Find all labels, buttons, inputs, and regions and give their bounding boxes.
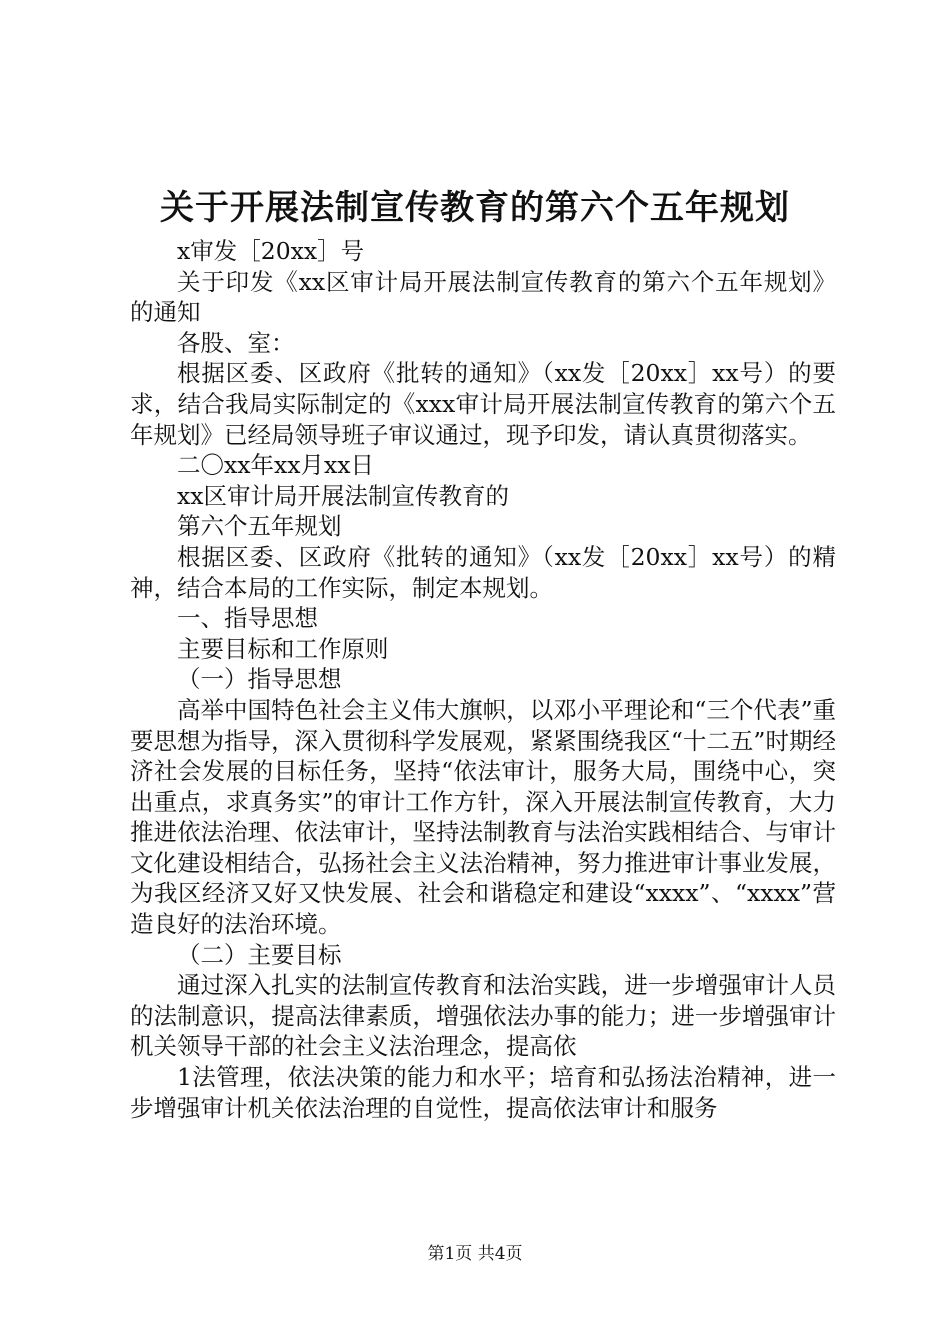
- heading-section-1-sub: 主要目标和工作原则: [177, 634, 389, 663]
- page-footer: 第1页 共4页: [427, 1244, 523, 1264]
- paragraph-recipients: 各股、室：: [177, 328, 295, 357]
- paragraph-notice-title: 关于印发《xx区审计局开展法制宣传教育的第六个五年规划》的通知: [130, 267, 836, 327]
- document-title: 关于开展法制宣传教育的第六个五年规划: [160, 188, 790, 228]
- heading-main-goals: （二）主要目标: [177, 940, 342, 969]
- heading-guiding-thought: （一）指导思想: [177, 665, 342, 694]
- paragraph-doc-number: x审发［20xx］号: [177, 237, 365, 265]
- paragraph-plan-title-1: xx区审计局开展法制宣传教育的: [177, 481, 510, 510]
- paragraph-plan-intro: 根据区委、区政府《批转的通知》（xx发［20xx］xx号）的精神，结合本局的工作实际，制定本规划。: [130, 542, 836, 602]
- paragraph-date: 二〇xx年xx月xx日: [177, 451, 375, 480]
- paragraph-guiding-thought: 高举中国特色社会主义伟大旗帜，以邓小平理论和“三个代表”重要思想为指导，深入贯彻科学发展观，紧紧围绕我区“十二五”时期经济社会发展的目标任务，坚持“依法审计，服务大局，围绕中心，突出重点，求真务实”的审计工作方针，深入开展法制宣传教育，大力推进依法治理、依法审计，坚持法制教育与法治实践相结合、与审计文化建设相结合，弘扬社会主义法治精神，努力推进审计事业发展，为我区经济又好又快发展、社会和谐稳定和建设“xxxx”、“xxxx”营造良好的法治环境。: [130, 695, 836, 939]
- document-body: [130, 236, 836, 1123]
- paragraph-notice-body: 根据区委、区政府《批转的通知》（xx发［20xx］xx号）的要求，结合我局实际制定的《xxx审计局开展法制宣传教育的第六个五年规划》已经局领导班子审议通过，现予印发，请认真贯彻落实。: [130, 359, 836, 449]
- heading-section-1: 一、指导思想: [177, 604, 318, 633]
- paragraph-main-goals-cont: 1法管理，依法决策的能力和水平；培育和弘扬法治精神，进一步增强审计机关依法治理的自觉性，提高依法审计和服务: [130, 1063, 836, 1122]
- paragraph-plan-title-2: 第六个五年规划: [177, 512, 342, 541]
- paragraph-main-goals: 通过深入扎实的法制宣传教育和法治实践，进一步增强审计人员的法制意识，提高法律素质，增强依法办事的能力；进一步增强审计机关领导干部的社会主义法治理念，提高依: [130, 971, 836, 1061]
